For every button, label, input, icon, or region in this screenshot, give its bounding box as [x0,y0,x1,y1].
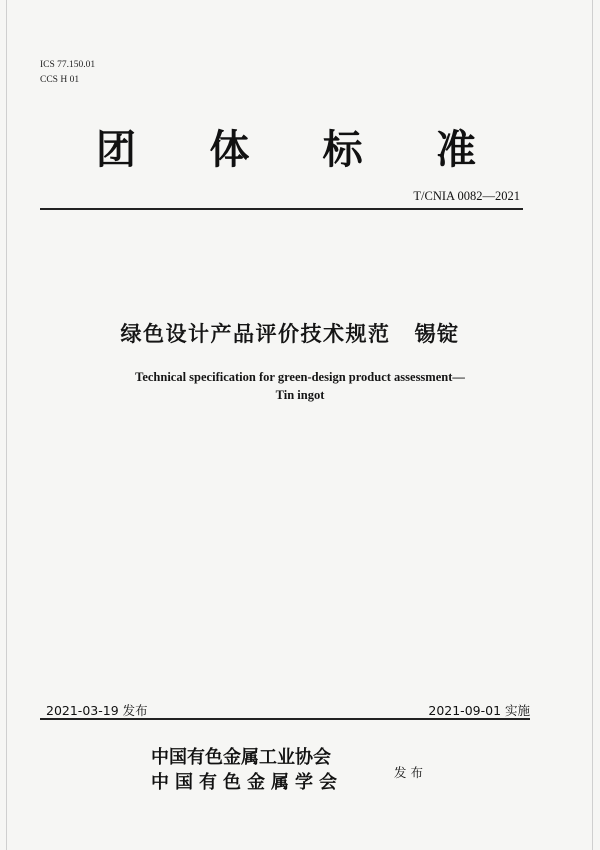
standard-type-heading [96,118,476,175]
standard-type-char: 体 [209,127,250,173]
standard-type-char: 标 [322,127,363,173]
publish-label: 发布 [394,765,428,780]
issue-date: 2021-03-19 发布 [46,703,148,718]
implementation-date: 2021-09-01 实施 [428,703,530,718]
chinese-title [0,318,600,348]
english-title-line1: Technical specification for green-design product assessment— [135,370,465,384]
ccs-code: CCS H 01 [40,75,80,85]
classification-codes [40,58,95,88]
standard-number: T/CNIA 0082—2021 [413,189,520,203]
page-edge-right [592,0,593,850]
chinese-title-sub: 锡锭 [414,322,460,346]
ics-code: ICS 77.150.01 [40,60,96,70]
publisher-name: 中国有色金属学会 [151,772,343,793]
footer-divider [40,718,530,720]
chinese-title-main: 绿色设计产品评价技术规范 [120,322,391,346]
page-edge-left [6,0,7,850]
standard-type-char: 团 [96,127,136,173]
header-divider [40,208,523,210]
publisher-name: 中国有色金属工业协会 [151,747,331,768]
english-title-line2: Tin ingot [275,388,325,402]
english-title [0,368,600,404]
standard-type-char: 准 [435,127,476,173]
publisher-block [151,745,343,795]
